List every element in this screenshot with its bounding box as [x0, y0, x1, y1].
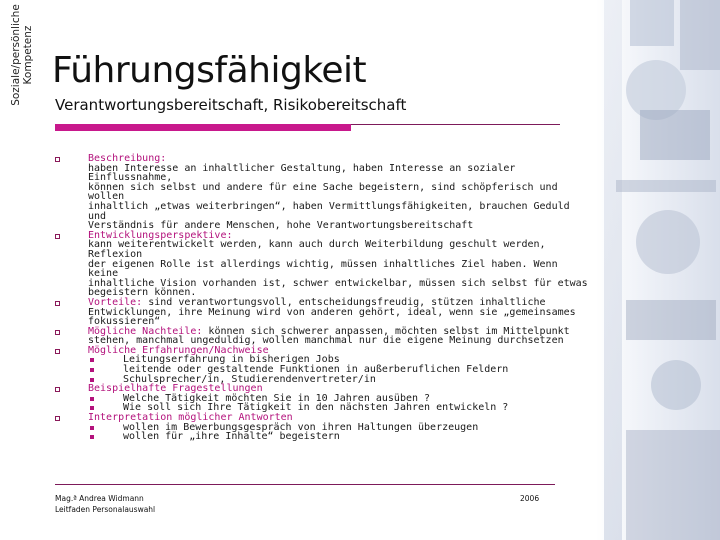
- item-heading: Mögliche Erfahrungen/Nachweise: [88, 344, 269, 356]
- sub-item-text: wollen im Bewerbungsgespräch von ihren Haltungen überzeugen: [123, 421, 479, 433]
- list-item-fragestellungen: [52, 384, 592, 413]
- item-body-line: fokussieren“: [88, 316, 161, 328]
- sub-item-text: Wie soll sich Ihre Tätigkeit in den nächsten Jahren entwickeln ?: [123, 402, 509, 414]
- side-label-line-2: Kompetenz: [22, 25, 34, 85]
- list-item-vorteile: [52, 298, 592, 327]
- item-body-line: Entwicklungen, ihre Meinung wird von anderen gehört, ideal, wenn sie „gemeinsames: [88, 306, 576, 318]
- sub-item-text: Leitungserfahrung in bisherigen Jobs: [123, 354, 340, 366]
- item-body-line: inhaltliche Vision vorhanden ist, schwer entwickelbar, müssen sich selbst für etwas: [88, 277, 588, 289]
- filled-square-bullet-icon: [90, 426, 94, 430]
- item-heading: Entwicklungsperspektive:: [88, 229, 233, 241]
- side-category-label: [0, 0, 44, 110]
- item-body-line: können sich selbst und andere für eine Sache begeistern, sind schöpferisch und wollen: [88, 181, 558, 203]
- hollow-square-bullet-icon: [55, 416, 60, 421]
- item-body-line: begeistern können.: [88, 287, 197, 299]
- item-body-line: haben Interesse an inhaltlicher Gestaltung, haben Interesse an sozialer Einflussnahme,: [88, 162, 516, 184]
- list-item-entwicklungsperspektive: [52, 231, 592, 298]
- filled-square-bullet-icon: [90, 358, 94, 362]
- footer-document: Leitfaden Personalauswahl: [55, 504, 156, 514]
- filled-square-bullet-icon: [90, 378, 94, 382]
- filled-square-bullet-icon: [90, 368, 94, 372]
- list-item-interpretation: [52, 413, 592, 442]
- item-body-line: der eigenen Rolle ist allerdings wichtig, müssen inhaltliches Ziel haben. Wenn keine: [88, 258, 558, 280]
- filled-square-bullet-icon: [90, 397, 94, 401]
- title-accent-bar: [55, 124, 351, 131]
- item-body-line: kann weiterentwickelt werden, kann auch durch Weiterbildung geschult werden, Reflexion: [88, 239, 546, 260]
- item-heading: Vorteile:: [88, 296, 143, 308]
- decorative-photo-strip: [596, 0, 720, 540]
- hollow-square-bullet-icon: [55, 349, 60, 354]
- footer-author: Mag.ª Andrea Widmann: [55, 494, 144, 503]
- sub-item-text: wollen für „ihre Inhalte“ begeistern: [123, 431, 340, 443]
- item-body-line: können sich schwerer anpassen, möchten selbst im Mittelpunkt: [208, 325, 570, 337]
- item-body-line: sind verantwortungsvoll, entscheidungsfreudig, stützen inhaltliche: [148, 296, 546, 308]
- list-item-nachteile: [52, 327, 592, 346]
- hollow-square-bullet-icon: [55, 387, 60, 392]
- list-item-erfahrungen: [52, 346, 592, 384]
- sub-item-text: leitende oder gestaltende Funktionen in außerberuflichen Feldern: [123, 364, 509, 376]
- page-subtitle: Verantwortungsbereitschaft, Risikobereitschaft: [55, 96, 407, 114]
- item-body-line: stehen, manchmal ungeduldig, wollen manchmal nur die eigene Meinung durchsetzen: [88, 335, 564, 347]
- hollow-square-bullet-icon: [55, 234, 60, 239]
- footer-credit: [55, 494, 155, 515]
- page-title: Führungsfähigkeit: [52, 50, 367, 91]
- sub-item-text: Schulsprecher/in, Studierendenvertreter/in: [123, 373, 376, 385]
- footer-rule: [55, 484, 555, 485]
- footer-year: 2006: [520, 494, 540, 503]
- filled-square-bullet-icon: [90, 435, 94, 439]
- sub-list-item: [88, 432, 592, 442]
- item-heading: Beispielhafte Fragestellungen: [88, 383, 263, 395]
- item-body-line: Verständnis für andere Menschen, hohe Verantwortungsbereitschaft: [88, 220, 474, 232]
- list-item-beschreibung: [52, 154, 592, 231]
- item-heading: Mögliche Nachteile:: [88, 325, 203, 337]
- hollow-square-bullet-icon: [55, 330, 60, 335]
- side-label-line-1: Soziale/persönliche: [10, 4, 22, 106]
- hollow-square-bullet-icon: [55, 157, 60, 162]
- sub-item-text: Welche Tätigkeit möchten Sie in 10 Jahren ausüben ?: [123, 392, 431, 404]
- item-heading: Interpretation möglicher Antworten: [88, 412, 293, 424]
- hollow-square-bullet-icon: [55, 301, 60, 306]
- bullet-list: [52, 154, 592, 442]
- item-body-line: inhaltlich „etwas weiterbringen“, haben Vermittlungsfähigkeiten, brauchen Geduld und: [88, 200, 570, 222]
- item-heading: Beschreibung:: [88, 153, 167, 164]
- filled-square-bullet-icon: [90, 406, 94, 410]
